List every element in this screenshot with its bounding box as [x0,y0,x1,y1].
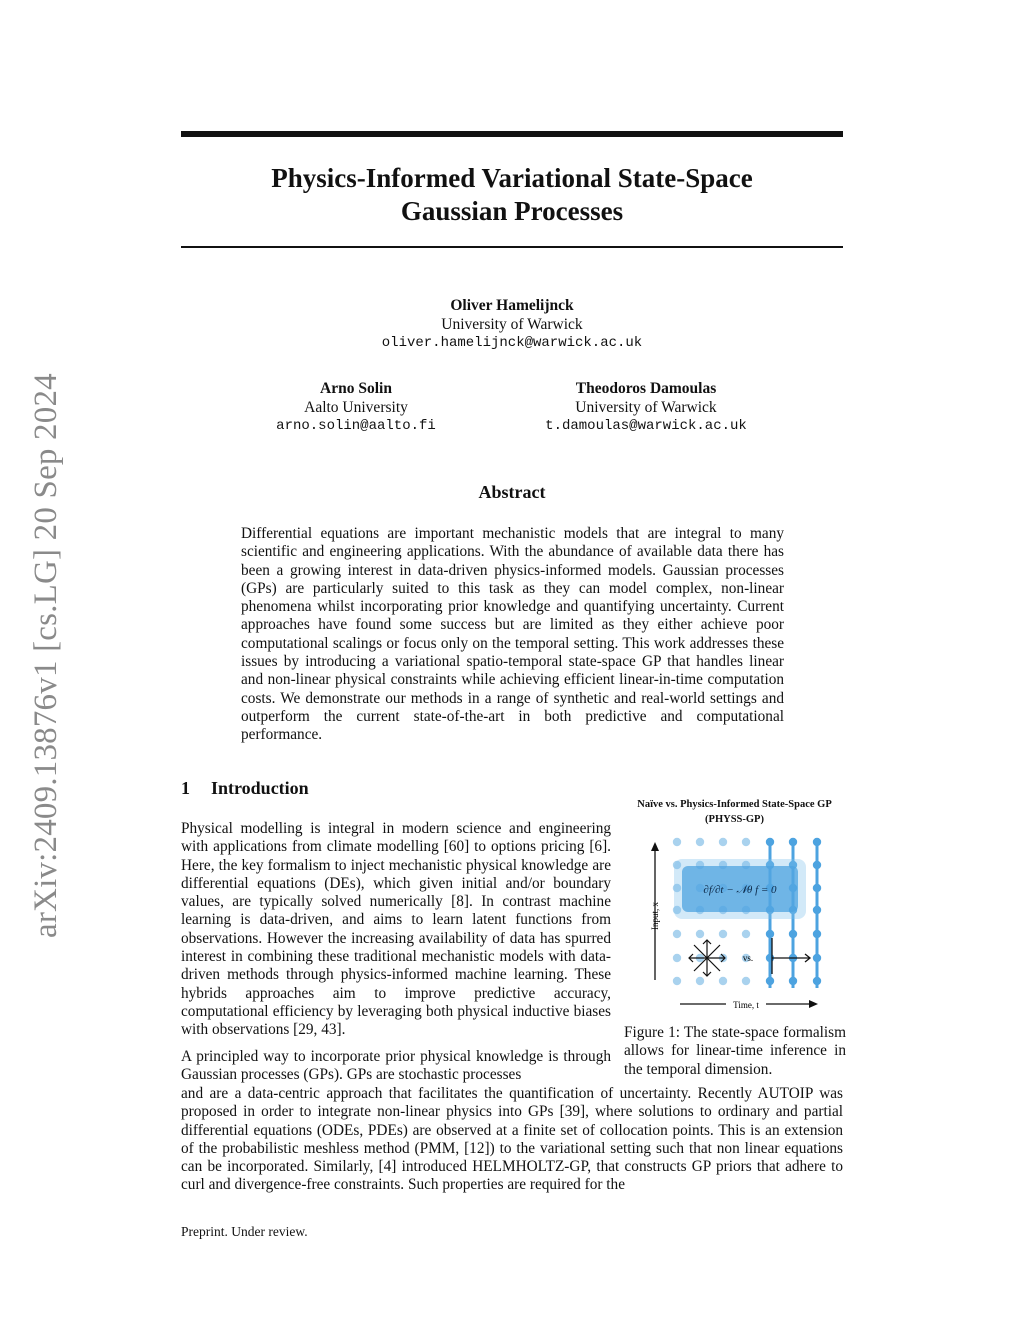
title-line-1: Physics-Informed Variational State-Space [271,163,753,193]
figure-1-diagram [622,830,847,1015]
y-axis-arrowhead [651,842,659,851]
y-axis-label: Input, x [650,902,660,930]
naive-arrows [689,940,725,976]
grid-dot [719,977,727,985]
author-block-2 [206,379,506,436]
paper-title [181,162,843,228]
arxiv-side-label: arXiv:2409.13876v1 [cs.LG] 20 Sep 2024 [28,373,64,938]
figure-title-line-1: Naïve vs. Physics-Informed State-Space GP [637,799,832,810]
title-line-2: Gaussian Processes [400,196,624,226]
constraint-equation: ∂f/∂t − 𝒩θ f = 0 [703,884,777,896]
section-title: Introduction [211,778,309,798]
vs-label: vs. [742,953,754,963]
grid-dot [742,977,750,985]
x-axis-arrowhead [809,1000,818,1008]
intro-paragraph-2-start: A principled way to incorporate prior physical knowledge is through Gaussian processes (GPs). GPs are stochastic processes [181,1048,611,1084]
grid-dot [742,930,750,938]
author-block-3 [496,379,796,436]
figure-caption: Figure 1: The state-space formalism allows for linear-time inference in the temporal dimension. [624,1024,846,1078]
author-affiliation: University of Warwick [575,399,717,416]
footer-note: Preprint. Under review. [181,1224,308,1239]
author-email[interactable]: oliver.hamelijnck@warwick.ac.uk [381,335,643,351]
title-top-rule [181,131,843,137]
section-number: 1 [181,778,190,798]
intro-paragraph-2-rest: and are a data-centric approach that facilitates the quantification of uncertainty. Recently AUTOIP was proposed in order to integrate non-linear physics into GPs [39], where solutions to ordinary and partial differential equations (ODEs, PDEs) are observed at a finite set of collocation points. This is an extension of the probabilistic meshless method (PMM, [12]) to the variational setting such that non linear equations can be incorporated. Similarly, [4] introduced HELMHOLTZ-GP, that constructs GP priors that adhere to curl and divergence-free constraints. Such properties are required for the [181,1085,843,1194]
author-name: Oliver Hamelijnck [450,297,574,314]
author-name: Theodoros Damoulas [575,380,717,397]
author-block-1 [312,296,712,353]
title-bottom-rule [181,246,843,248]
abstract-text: Differential equations are important mechanistic models that are integral to many scientific and engineering applications. With the abundance of available data there has been a growing interest in data-driven physics-informed models. Gaussian processes (GPs) are particularly suited to this task as they can model complex, non-linear phenomena whilst incorporating prior knowledge and quantifying uncertainty. Current approaches have found some success but are limited as they either achieve poor computational scalings or focus only on the temporal setting. This work addresses these issues by introducing a variational spatio-temporal state-space GP that handles linear and non-linear physical constraints while achieving efficient linear-in-time computation costs. We demonstrate our methods in a range of synthetic and real-world settings and outperform the current state-of-the-art in both predictive and computational performance. [241,525,784,744]
grid-dot [719,838,727,846]
abstract-heading: Abstract [478,482,546,502]
grid-dot [673,930,681,938]
section-heading [181,778,309,799]
grid-dot [696,977,704,985]
grid-dot [696,930,704,938]
author-email[interactable]: arno.solin@aalto.fi [276,418,436,434]
grid-dot [696,838,704,846]
author-name: Arno Solin [320,380,392,397]
intro-paragraph-1: Physical modelling is integral in modern science and engineering with applications from climate modelling [60] to options pricing [6]. Here, the key formalism to inject mechanistic physical knowledge are differential equations (DEs), which given initial and/or boundary values, are typically solved numerically [8]. In contrast machine learning is data-driven, and aims to learn latent functions from observations. However the increasing availability of data has spurred interest in combining these traditional mechanistic models with data-driven methods through physics-informed machine learning. These hybrids approaches aim to improve predictive accuracy, computational efficiency by leveraging both physical inductive biases with observations [29, 43]. [181,820,611,1039]
grid-dot [673,838,681,846]
figure-title [622,797,847,827]
grid-dot [742,838,750,846]
author-affiliation: University of Warwick [441,316,583,333]
grid-dot [673,977,681,985]
figure-title-line-2: (PHYSS-GP) [705,814,764,825]
x-axis-label: Time, t [733,1000,759,1010]
grid-dot [673,954,681,962]
author-affiliation: Aalto University [304,399,408,416]
author-email[interactable]: t.damoulas@warwick.ac.uk [545,418,747,434]
grid-dot [719,930,727,938]
